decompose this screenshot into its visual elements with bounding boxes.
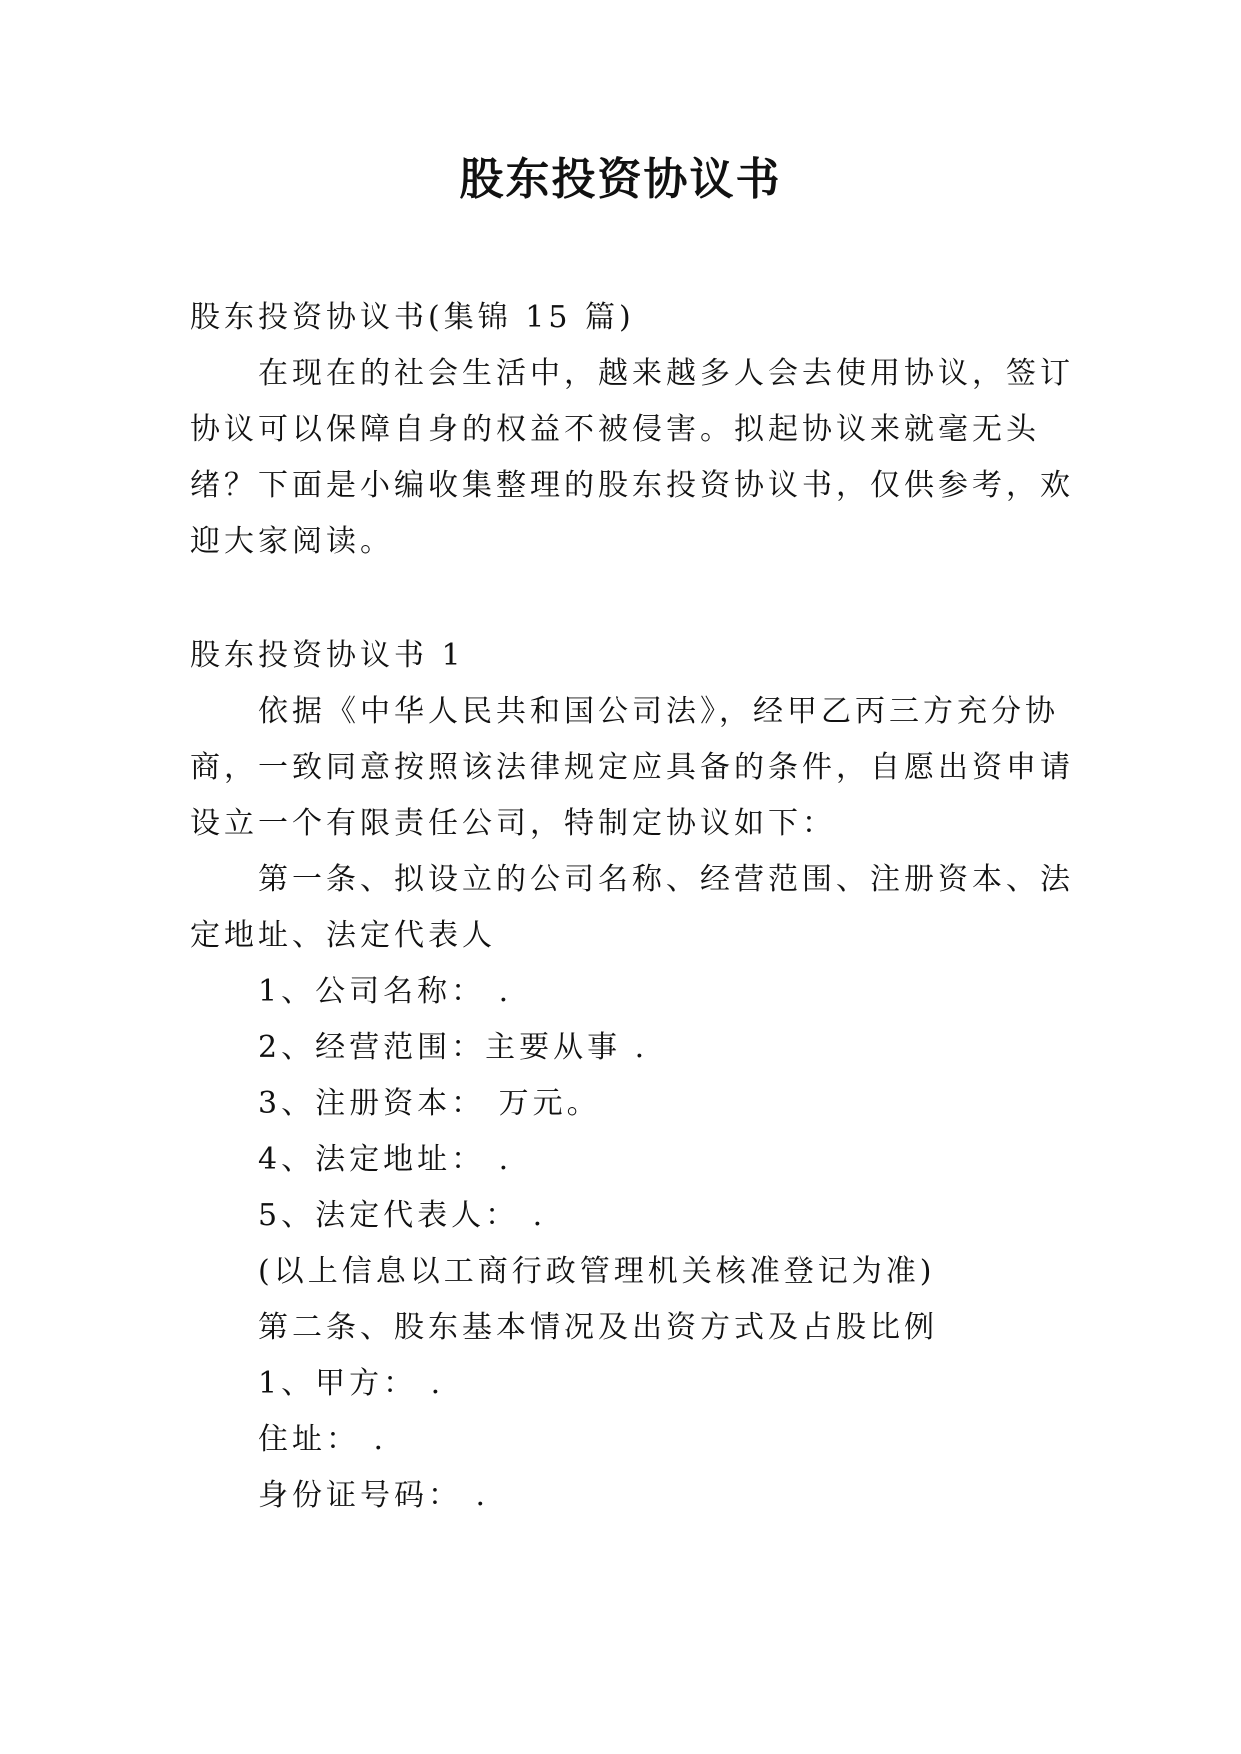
body-paragraph-line: 设立一个有限责任公司，特制定协议如下：	[190, 806, 836, 841]
intro-paragraph-line: 迎大家阅读。	[190, 524, 394, 559]
article-one-line: 第一条、拟设立的公司名称、经营范围、注册资本、法	[258, 862, 1074, 897]
intro-paragraph-line: 绪？下面是小编收集整理的股东投资协议书，仅供参考，欢	[190, 468, 1074, 503]
business-scope-item: 2、经营范围：主要从事 .	[258, 1030, 649, 1065]
document-title: 股东投资协议书	[459, 154, 782, 205]
intro-paragraph-line: 在现在的社会生活中，越来越多人会去使用协议，签订	[258, 356, 1074, 391]
body-paragraph-line: 依据《中华人民共和国公司法》，经甲乙丙三方充分协	[258, 694, 1059, 729]
address-item: 住址： .	[258, 1422, 388, 1457]
legal-address-item: 4、法定地址： .	[258, 1142, 513, 1177]
article-two-heading: 第二条、股东基本情况及出资方式及占股比例	[258, 1310, 938, 1345]
intro-paragraph-line: 协议可以保障自身的权益不被侵害。拟起协议来就毫无头	[190, 412, 1040, 447]
collection-heading: 股东投资协议书(集锦 15 篇)	[190, 300, 635, 335]
id-number-item: 身份证号码： .	[258, 1478, 490, 1513]
registration-note: (以上信息以工商行政管理机关核准登记为准)	[258, 1254, 936, 1289]
registered-capital-item: 3、注册资本： 万元。	[258, 1086, 601, 1121]
article-one-line: 定地址、法定代表人	[190, 918, 496, 953]
company-name-item: 1、公司名称： .	[258, 974, 513, 1009]
legal-representative-item: 5、法定代表人： .	[258, 1198, 547, 1233]
party-a-item: 1、甲方： .	[258, 1366, 445, 1401]
body-paragraph-line: 商，一致同意按照该法律规定应具备的条件，自愿出资申请	[190, 750, 1074, 785]
section-heading: 股东投资协议书 1	[190, 638, 465, 673]
